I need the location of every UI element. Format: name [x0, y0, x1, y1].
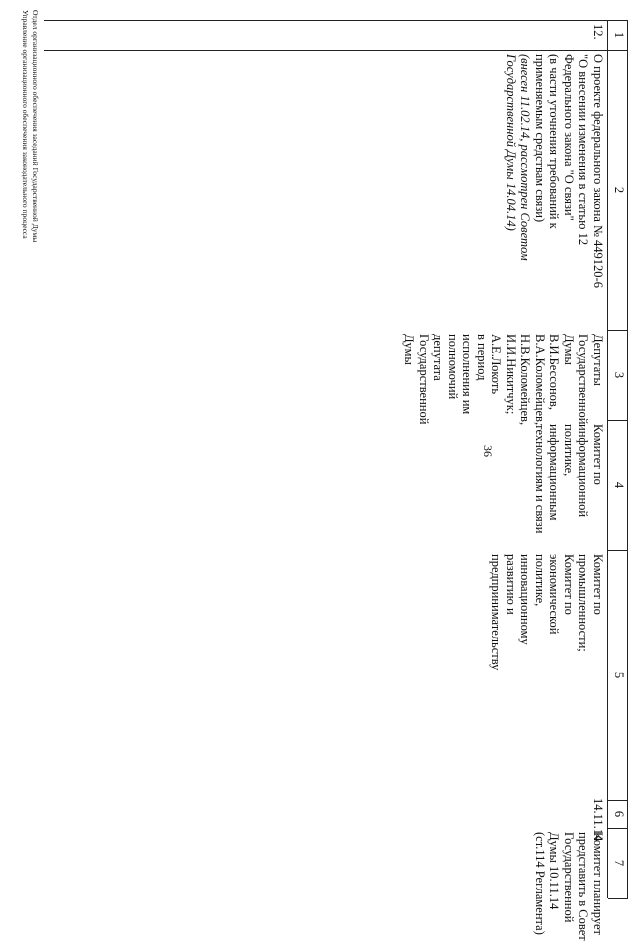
bill-title-line: применяемым средствам связи) — [533, 54, 547, 223]
header-col-5: 5 — [612, 671, 626, 679]
header-col-4: 4 — [612, 481, 626, 489]
plan-line: Думы 10.11.14 — [547, 832, 562, 910]
footer-line-2: Управление организационного обеспечения законодательного процесса — [21, 10, 30, 239]
bill-note-line: (внесен 11.02.14, рассмотрен Советом — [518, 54, 533, 261]
plan-line: представить в Совет — [576, 832, 591, 941]
author-line: Думы — [562, 334, 576, 365]
bill-authors — [399, 330, 608, 426]
coexecutor-committees — [486, 550, 608, 800]
bill-note-line: Государственной Думы 14.04.14) — [504, 54, 518, 231]
row-number: 12. — [591, 24, 605, 40]
committee-line: технологиям и связи — [533, 424, 547, 534]
col-divider-2 — [608, 330, 628, 331]
bill-title — [501, 50, 609, 330]
plan-line: (ст.114 Регламента) — [533, 832, 547, 935]
coexec-line: политике, — [533, 554, 547, 607]
col-divider-6 — [608, 828, 628, 829]
header-col-1: 1 — [612, 31, 626, 39]
bill-title-line: О проекте федерального закона № 449120-6 — [591, 54, 605, 288]
committee-line: информационным — [547, 424, 562, 521]
table-top-border — [627, 20, 628, 898]
responsible-committee — [530, 420, 609, 550]
author-line: Думы — [402, 334, 417, 365]
author-line: Депутаты — [591, 334, 605, 386]
author-line: исполнения им — [460, 334, 475, 415]
footer — [20, 10, 40, 242]
page-number: 36 — [481, 445, 495, 457]
submission-plan — [530, 828, 609, 941]
bill-title-line: "О внесении изменения в статью 12 — [576, 54, 591, 246]
table-left-border — [44, 20, 628, 21]
author-line: Н.В.Коломейцев, — [518, 334, 533, 426]
author-line: В.И.Бессонов, — [547, 334, 562, 410]
author-line: в период — [475, 334, 489, 381]
table-right-border — [608, 898, 628, 899]
committee-line: информационной — [576, 424, 591, 518]
author-line: полномочий — [446, 334, 460, 400]
footer-line-1: Отдел организационного обеспечения заседаний Государственной Думы — [31, 10, 40, 243]
author-line: депутата — [431, 334, 446, 381]
coexec-line: Комитет по — [591, 554, 605, 615]
col-divider-5 — [608, 800, 628, 801]
coexec-line: промышленности; — [576, 554, 591, 652]
plan-line: Государственной — [562, 832, 576, 923]
coexec-line: Комитет по — [562, 554, 576, 615]
committee-line: политике, — [562, 424, 576, 477]
col-divider-4 — [608, 550, 628, 551]
header-col-3: 3 — [612, 371, 626, 379]
coexec-line: развитию и — [504, 554, 518, 615]
bill-title-line: (в части уточнения требований к — [547, 54, 562, 229]
header-col-6: 6 — [612, 810, 626, 818]
author-line: В.А.Коломейцев, — [533, 334, 547, 426]
author-line: И.И.Никитчук; — [504, 334, 518, 415]
bill-title-line: Федерального закона "О связи" — [562, 54, 576, 221]
coexec-line: экономической — [547, 554, 562, 635]
author-line: Государственной — [576, 334, 591, 425]
header-col-7: 7 — [612, 859, 626, 867]
header-col-2: 2 — [612, 186, 626, 194]
coexec-line: инновационному — [518, 554, 533, 645]
author-line: Государственной — [417, 334, 431, 425]
committee-line: Комитет по — [591, 424, 605, 485]
author-line: А.Е.Локоть — [489, 334, 504, 395]
col-divider-3 — [608, 420, 628, 421]
agenda-table — [44, 20, 628, 941]
coexec-line: предпринимательству — [489, 554, 504, 671]
deadline-date: 14.11.14 — [591, 798, 605, 842]
plan-line: Комитет планирует — [591, 832, 605, 935]
